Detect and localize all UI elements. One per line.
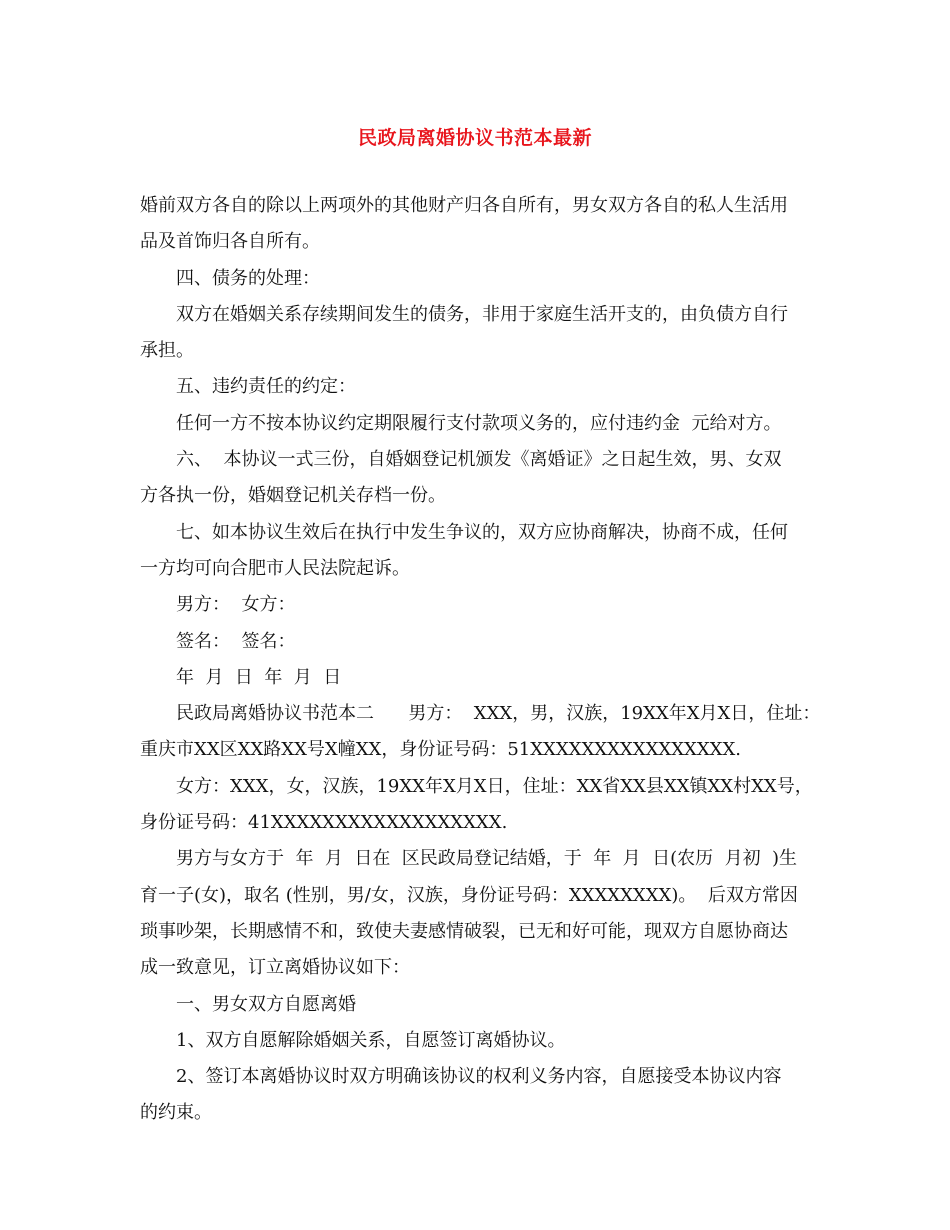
document-title: 民政局离婚协议书范本最新 (357, 127, 592, 149)
text-line: 承担。 (140, 340, 194, 362)
text-line: 年 月 日 年 月 日 (176, 666, 342, 688)
text-line: 一方均可向合肥市人民法院起诉。 (140, 557, 410, 579)
text-line: 民政局离婚协议书范本二 男方： XXX，男，汉族，19XX年X月X日，住址： (176, 703, 820, 725)
text-line: 男方与女方于 年 月 日在 区民政局登记结婚，于 年 月 日(农历 月初 )生 (176, 848, 798, 870)
text-line: 五、违约责任的约定： (176, 376, 356, 398)
text-line: 七、如本协议生效后在执行中发生争议的，双方应协商解决，协商不成，任何 (176, 521, 788, 543)
text-line: 六、 本协议一式三份，自婚姻登记机颁发《离婚证》之日起生效，男、女双 (176, 449, 782, 471)
text-line: 双方在婚姻关系存续期间发生的债务，非用于家庭生活开支的，由负债方自行 (176, 303, 788, 325)
text-line: 签名： 签名： (176, 630, 296, 652)
text-line: 琐事吵架，长期感情不和，致使夫妻感情破裂，已无和好可能，现双方自愿协商达 (140, 920, 788, 942)
text-line: 的约束。 (140, 1102, 212, 1124)
text-line: 四、债务的处理： (176, 267, 320, 289)
text-line: 男方： 女方： (176, 594, 296, 616)
text-line: 任何一方不按本协议约定期限履行支付款项义务的，应付违约金 元给对方。 (176, 412, 782, 434)
document-body (140, 188, 820, 1132)
text-line: 品及首饰归各自所有。 (140, 231, 320, 253)
text-line: 女方：XXX，女，汉族，19XX年X月X日，住址：XX省XX县XX镇XX村XX号， (176, 775, 813, 797)
text-line: 1、双方自愿解除婚姻关系，自愿签订离婚协议。 (176, 1029, 566, 1051)
text-line: 婚前双方各自的除以上两项外的其他财产归各自所有，男女双方各自的私人生活用 (140, 195, 788, 216)
text-line: 重庆市XX区XX路XX号X幢XX，身份证号码：51XXXXXXXXXXXXXXXX. (140, 739, 741, 761)
text-line: 育一子(女)，取名 (性别，男/女，汉族，身份证号码：XXXXXXXX)。 后双方常因 (140, 884, 798, 906)
text-line: 一、男女双方自愿离婚 (176, 993, 356, 1015)
text-line: 方各执一份，婚姻登记机关存档一份。 (140, 485, 446, 507)
text-line: 2、签订本离婚协议时双方明确该协议的权利义务内容，自愿接受本协议内容 (176, 1066, 782, 1088)
text-line: 成一致意见，订立离婚协议如下： (140, 957, 410, 979)
text-line: 身份证号码：41XXXXXXXXXXXXXXXXXX. (140, 812, 508, 834)
